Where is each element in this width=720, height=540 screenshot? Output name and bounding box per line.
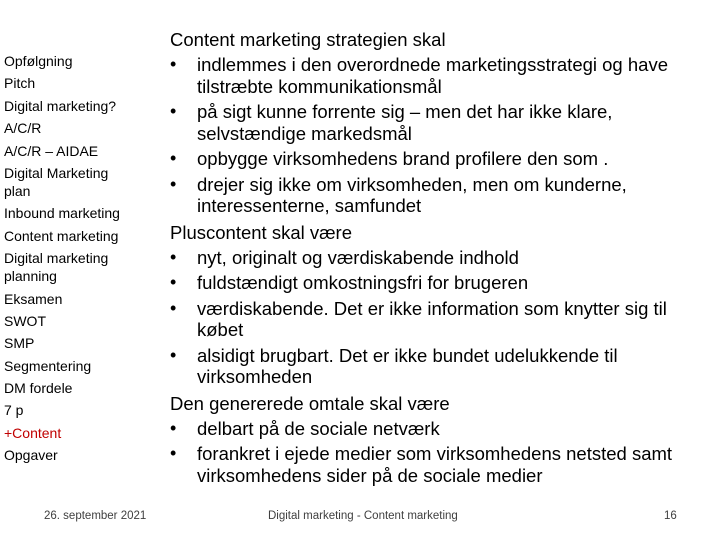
bullet-text: opbygge virksomhedens brand profilere den som . [197, 148, 609, 169]
main-content [170, 28, 705, 490]
bullet-text: delbart på de sociale netværk [197, 417, 440, 439]
nav-item-content-marketing[interactable]: Content marketing [4, 227, 119, 244]
section-heading-omtale: Den genererede omtale skal være [170, 392, 450, 414]
nav-item-digital-marketing[interactable]: Digital marketing? [4, 97, 117, 114]
bullet-icon: • [170, 246, 177, 267]
bullet-text: alsidigt brugbart. Det er ikke bundet udelukkende til virksomheden [197, 344, 618, 387]
bullet-item [170, 54, 705, 97]
bullet-item [170, 443, 705, 486]
bullet-list-strategy [170, 54, 705, 217]
bullet-item [170, 418, 705, 440]
bullet-icon: • [170, 54, 177, 74]
bullet-text: på sigt kunne forrente sig – men det har ikke klare, selvstændige markedsmål [197, 101, 613, 144]
bullet-item [170, 174, 705, 217]
bullet-icon: • [170, 417, 177, 438]
nav-item-digital-marketing-plan[interactable]: Digital Marketing plan [4, 164, 109, 199]
nav-item-opgaver[interactable]: Opgaver [4, 447, 58, 464]
bullet-item [170, 298, 705, 341]
bullet-icon: • [170, 173, 177, 194]
page-number: 16 [664, 510, 677, 522]
footer-date: 26. september 2021 [44, 510, 147, 522]
section-heading-strategy: Content marketing strategien skal [170, 29, 446, 50]
bullet-icon: • [170, 344, 177, 365]
bullet-text: værdiskabende. Det er ikke information som knytter sig til købet [197, 297, 667, 340]
bullet-icon: • [170, 272, 177, 292]
bullet-list-omtale [170, 418, 705, 487]
nav-item-acr-aidae[interactable]: A/C/R – AIDAE [4, 142, 99, 159]
nav-item-swot[interactable]: SWOT [4, 312, 46, 329]
bullet-item [170, 247, 705, 269]
nav-item-eksamen[interactable]: Eksamen [4, 290, 63, 307]
nav-item-dm-fordele[interactable]: DM fordele [4, 380, 73, 397]
bullet-icon: • [170, 443, 177, 463]
nav-item-7p[interactable]: 7 p [4, 402, 24, 419]
bullet-text: drejer sig ikke om virksomheden, men om kunderne, interessenterne, samfundet [197, 173, 627, 216]
bullet-text: nyt, originalt og værdiskabende indhold [197, 246, 519, 268]
nav-item-inbound-marketing[interactable]: Inbound marketing [4, 205, 120, 222]
bullet-item [170, 148, 705, 170]
nav-item-digital-marketing-planning[interactable]: Digital marketing planning [4, 250, 109, 285]
bullet-text: forankret i ejede medier som virksomhedens netsted samt virksomhedens sider på de sociale medier [197, 443, 673, 486]
bullet-text: fuldstændigt omkostningsfri for brugeren [197, 272, 529, 293]
bullet-icon: • [170, 101, 177, 121]
nav-item-smp[interactable]: SMP [4, 335, 35, 352]
navigation-list [4, 52, 154, 469]
nav-item-pitch[interactable]: Pitch [4, 75, 36, 92]
nav-item-acr[interactable]: A/C/R [4, 120, 42, 137]
nav-item-segmentering[interactable]: Segmentering [4, 357, 92, 374]
nav-item-content-active[interactable]: +Content [4, 424, 62, 441]
bullet-icon: • [170, 148, 177, 168]
section-heading-pluscontent: Pluscontent skal være [170, 221, 353, 243]
bullet-list-pluscontent [170, 247, 705, 388]
bullet-text: indlemmes i den overordnede marketingsstrategi og have tilstræbte kommunikationsmål [197, 54, 668, 97]
footer-title: Digital marketing - Content marketing [268, 510, 458, 522]
bullet-item [170, 101, 705, 144]
bullet-item [170, 345, 705, 388]
bullet-item [170, 272, 705, 294]
nav-item-opfolgning[interactable]: Opfølgning [4, 53, 73, 69]
bullet-icon: • [170, 297, 177, 318]
